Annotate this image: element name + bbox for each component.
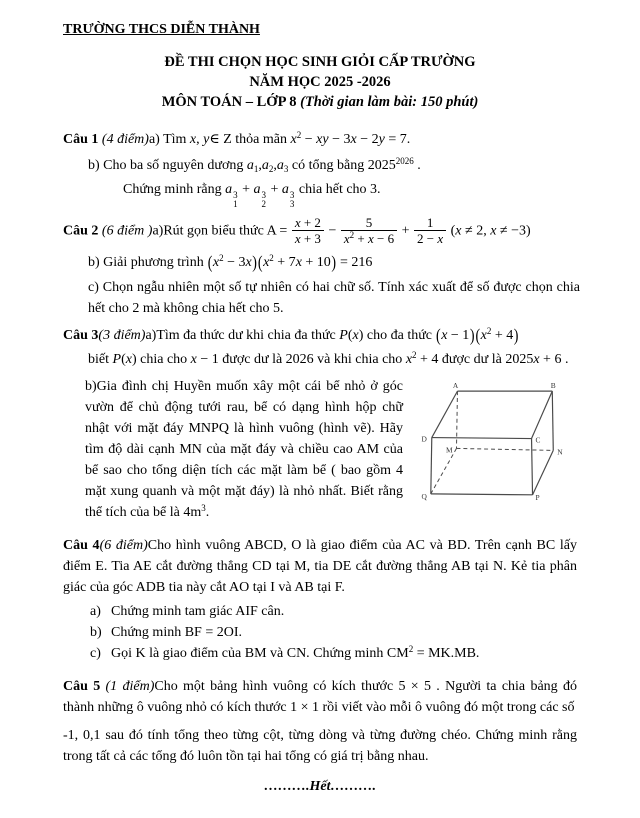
q3-part-b-row [63, 376, 577, 523]
q4-sublist [63, 601, 577, 664]
q3-part-b-text: b)Gia đình chị Huyền muốn xây một cái bể nhỏ ở góc vườn để chủ động tưới rau, bể có dạng hình hộp chữ nhật với mặt đáy MNPQ là hình vuông (hình vẽ). Hãy tìm độ dài cạnh MN của mặt đáy và chiều cao AM của bể sao cho tổng diện tích các mặt làm bể ( bao gồm 4 mặt xung quanh và một mặt đáy) là nhỏ nhất. Biết rằng thể tích của bể là $4m^3$. [85, 379, 403, 520]
q3-heading-line: Câu 3(3 điểm)a)Tìm đa thức dư khi chia đa thức P(x) cho đa thức $(x - 1)(x^2 + 4)$ [63, 326, 519, 347]
q4-item-b [90, 622, 577, 643]
vertex-label-b: B [550, 381, 556, 391]
vertex-label-p: P [535, 492, 540, 502]
vertex-label-d: D [421, 434, 427, 444]
q1-heading-line: Câu 1 (4 điểm)a) Tìm x, y∈ Z thỏa mãn $x^2$ − xy − 3x − 2y = 7. [63, 130, 411, 147]
q5-heading-paragraph: Câu 5 (1 điểm)Cho một bảng hình vuông có kích thước 5 × 5 . Người ta chia bảng đó thành những ô vuông nhỏ có kích thước 1 × 1 rồi viết vào mỗi ô vuông đó một trong các số [63, 679, 577, 715]
figure-area [403, 376, 577, 523]
q4-item-c [90, 643, 577, 664]
q5-paragraph-2: -1, 0,1 sau đó tính tổng theo từng cột, từng dòng và từng đường chéo. Chứng minh rằng trong tất cả các tổng đó luôn tồn tại hai tổng có giá trị bằng nhau. [63, 728, 577, 764]
q2-part-b: b) Giải phương trình $(x^2 - 3x)(x^2 + 7x + 10) = 216$ [88, 253, 373, 274]
vertex-label-q: Q [421, 491, 427, 501]
q1-part-b-claim: Chứng minh rằng a 3 1 + a 3 2 + a 3 3 chia hết cho 3. [123, 182, 381, 209]
q1-part-b: b) Cho ba số nguyên dương $a_1,a_2,a_3$ có tổng bằng $2025^{2026}$ . [88, 156, 421, 174]
item-text: Chứng minh BF = 2OI. [111, 625, 242, 640]
item-text: Chứng minh tam giác AIF cân. [111, 604, 285, 619]
q2-part-c: c) Chọn ngẫu nhiên một số tự nhiên có hai chữ số. Tính xác xuất để số được chọn chia hết cho 2 mà không chia hết cho 5. [88, 280, 580, 316]
exam-title-block [63, 52, 577, 112]
q4-item-a [90, 601, 577, 622]
cuboid-figure [415, 379, 575, 504]
item-marker: c) [90, 646, 101, 661]
item-marker: b) [90, 625, 102, 640]
q4-heading-paragraph: Câu 4(6 điểm)Cho hình vuông ABCD, O là giao điểm của AC và BD. Trên cạnh BC lấy điểm E. Tia AE cắt đường thẳng CD tại M, tia DE cắt đường thẳng AB tại N. Kẻ tia phân giác của góc ADB tia này cắt AO tại I và AB tại F. [63, 538, 577, 595]
vertex-label-n: N [557, 447, 563, 457]
q3-part-a-detail: biết P(x) chia cho x − 1 được dư là 2026 và khi chia cho $x^2 + 4$ được dư là 2025x + 6 . [88, 350, 569, 367]
vertex-label-c: C [535, 435, 541, 445]
end-marker: ……….Hết………. [264, 779, 376, 794]
vertex-label-a: A [452, 381, 459, 391]
exam-title: ĐỀ THI CHỌN HỌC SINH GIỎI CẤP TRƯỜNG [164, 54, 476, 70]
item-text: Gọi K là giao điểm của BM và CN. Chứng minh $CM^2 = MK.MB$. [111, 644, 480, 661]
item-marker: a) [90, 604, 101, 619]
school-name: TRƯỜNG THCS DIỄN THÀNH [63, 22, 260, 37]
q2-heading-line: Câu 2 (6 điểm )a)Rút gọn biểu thức A = $\frac{x + 2}{x + 3}$ − $\frac{5}{x^2 + x - 6}$ + $\frac{1}{2 - x}$ (x ≠ 2, x ≠ −3) [63, 215, 531, 246]
vertex-label-m: M [445, 445, 453, 455]
subject-duration-line: MÔN TOÁN – LỚP 8 (Thời gian làm bài: 150 phút) [161, 94, 479, 110]
academic-year: NĂM HỌC 2025 -2026 [249, 74, 391, 90]
